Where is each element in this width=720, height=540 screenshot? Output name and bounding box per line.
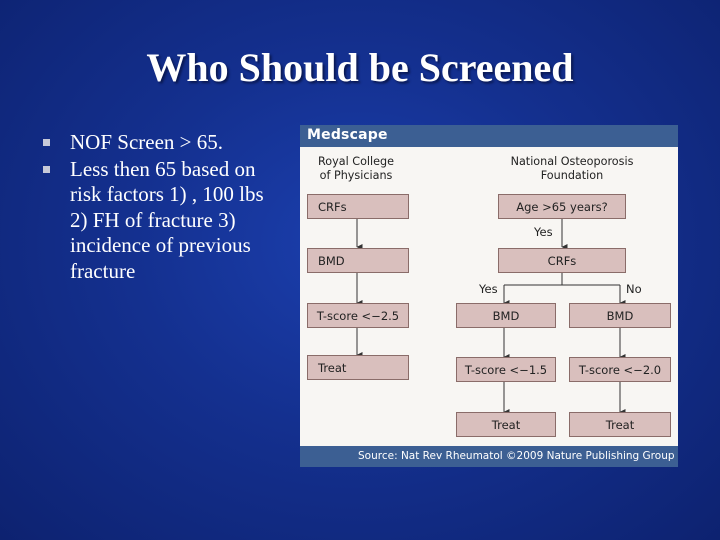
yes-treat-box: Treat <box>456 412 556 437</box>
branch-yes-label: Yes <box>479 282 498 296</box>
no-tscore-box: T-score <−2.0 <box>569 357 671 382</box>
bullet-item <box>40 130 280 156</box>
rcp-header-line: Royal College <box>318 155 394 168</box>
bullet-text: Less then 65 based on risk factors 1) , 100 lbs 2) FH of fracture 3) incidence of previous fracture <box>70 156 264 283</box>
slide-title: Who Should be Screened <box>146 45 574 90</box>
nof-age-box: Age >65 years? <box>498 194 626 219</box>
age-yes-label: Yes <box>534 225 553 239</box>
no-treat-box: Treat <box>569 412 671 437</box>
yes-tscore-box: T-score <−1.5 <box>456 357 556 382</box>
bullet-list <box>40 130 280 285</box>
square-bullet-icon <box>43 139 50 146</box>
figure-source-text: Source: Nat Rev Rheumatol ©2009 Nature Publishing Group <box>358 450 675 462</box>
no-bmd-box: BMD <box>569 303 671 328</box>
rcp-header-line: of Physicians <box>319 169 393 182</box>
rcp-tscore-box: T-score <−2.5 <box>307 303 409 328</box>
figure-source-bar <box>300 446 678 467</box>
nof-crfs-box: CRFs <box>498 248 626 273</box>
nof-header-line: National Osteoporosis <box>510 155 634 168</box>
square-bullet-icon <box>43 166 50 173</box>
bullet-item <box>40 157 280 285</box>
medscape-logo: Medscape <box>307 127 388 143</box>
bullet-text: NOF Screen > 65. <box>70 130 223 154</box>
branch-no-label: No <box>626 282 642 296</box>
yes-bmd-box: BMD <box>456 303 556 328</box>
screening-flowchart-figure <box>300 125 678 467</box>
nof-header-line: Foundation <box>540 169 604 182</box>
rcp-crfs-box: CRFs <box>307 194 409 219</box>
rcp-bmd-box: BMD <box>307 248 409 273</box>
rcp-treat-box: Treat <box>307 355 409 380</box>
